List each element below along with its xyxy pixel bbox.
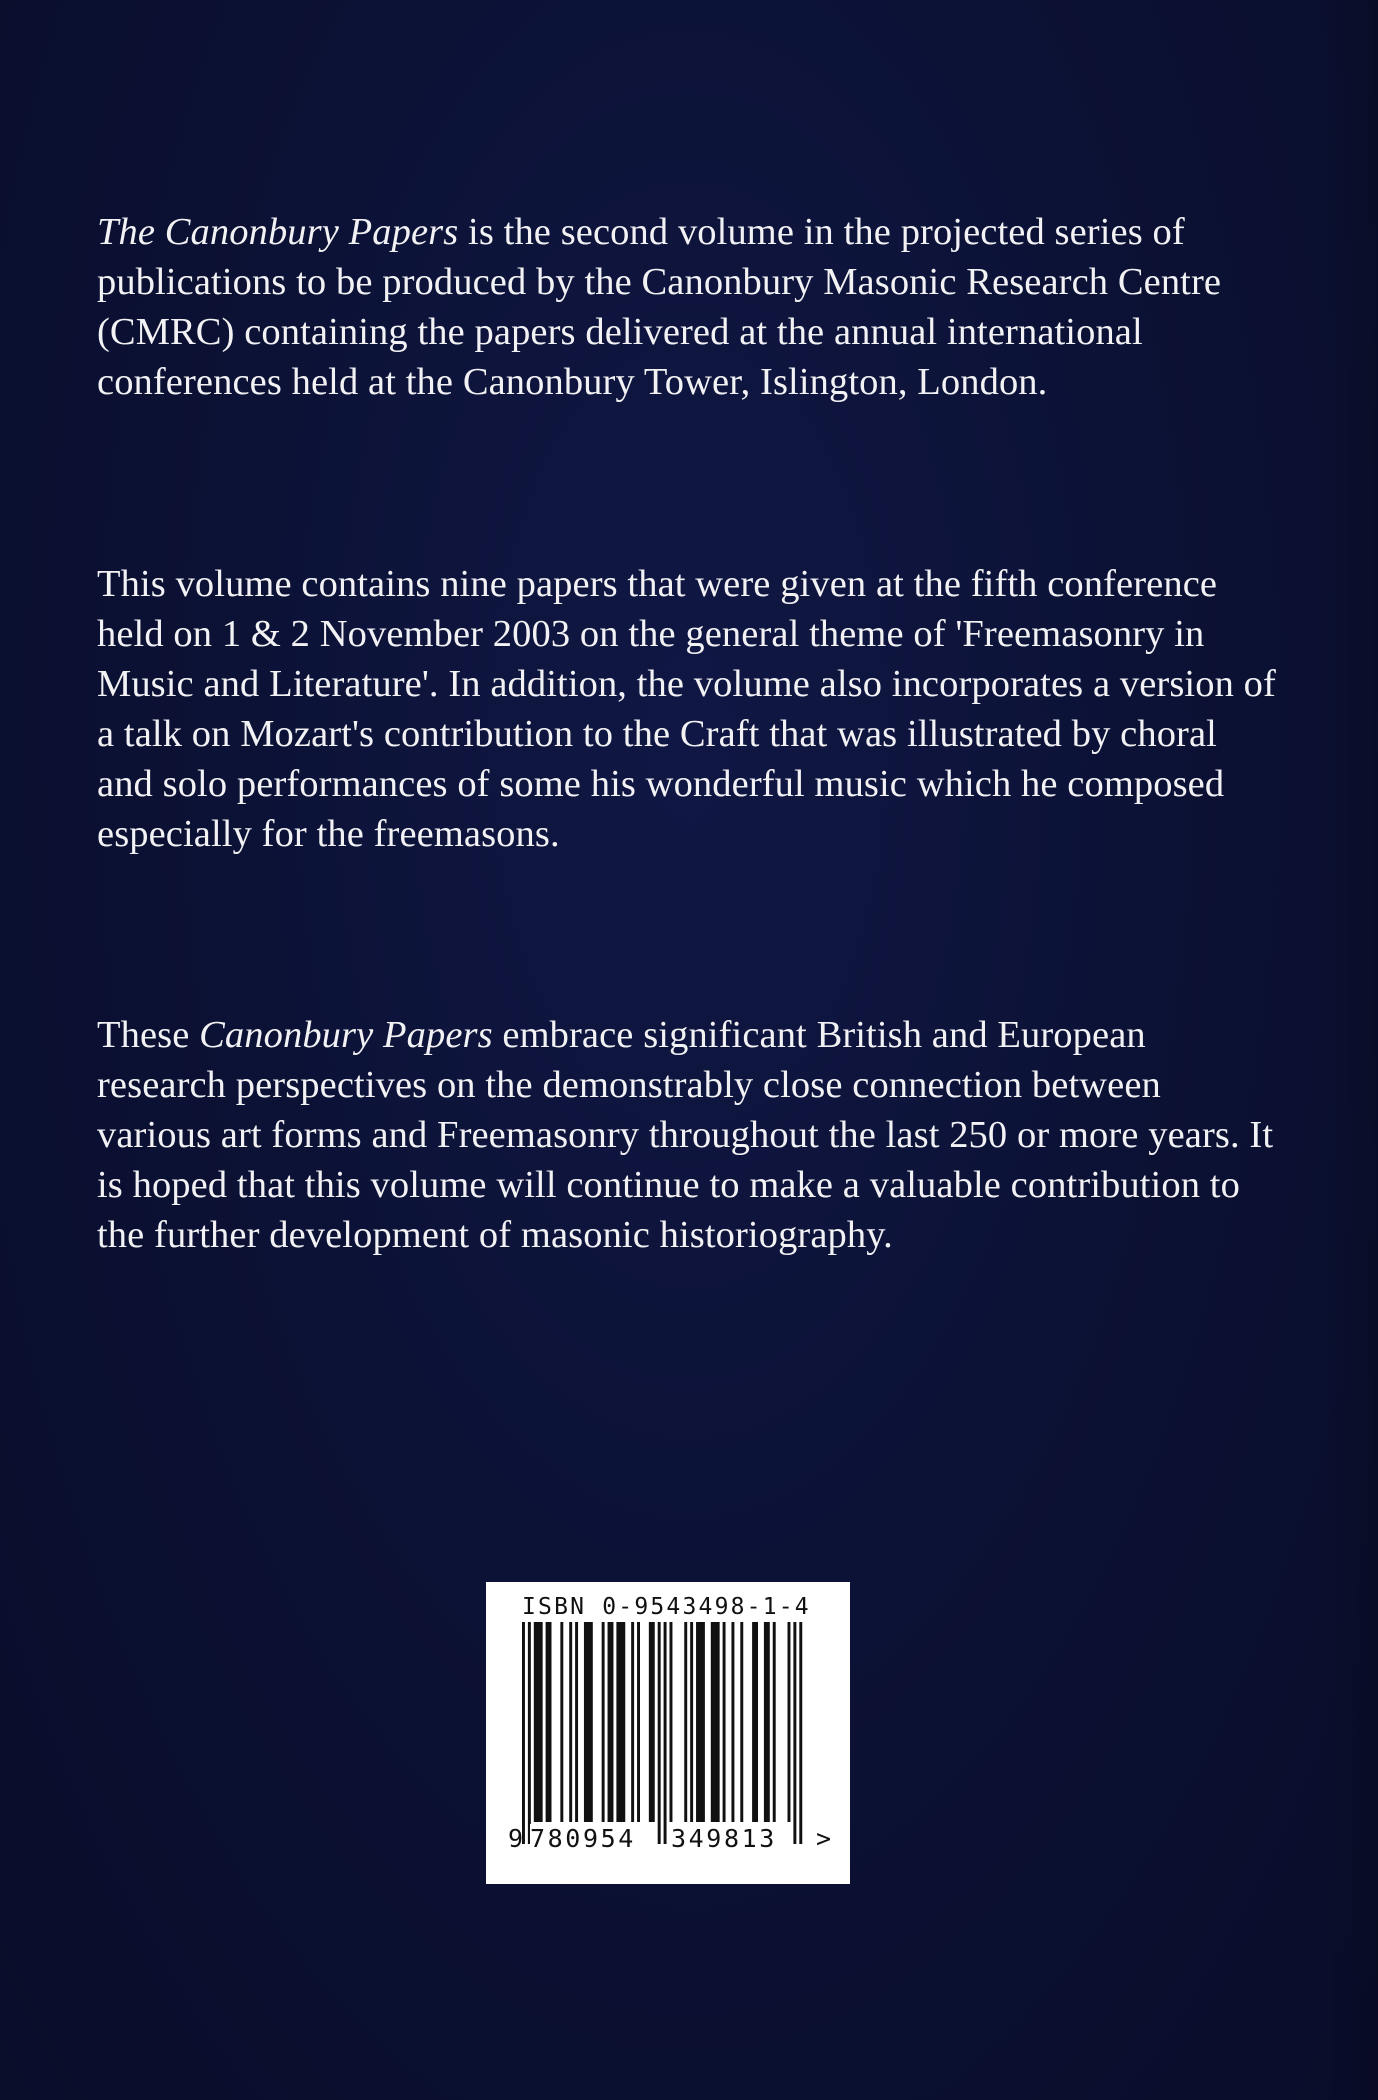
barcode-bar xyxy=(764,1622,770,1822)
barcode-bar xyxy=(631,1622,634,1822)
barcode-bar xyxy=(616,1622,625,1822)
book-title-italic-2: Canonbury Papers xyxy=(199,1014,493,1056)
barcode-bar xyxy=(740,1622,743,1822)
blurb-paragraph-2 xyxy=(97,559,1277,859)
barcode-bar xyxy=(690,1622,693,1822)
ean-quiet-zone-marker: > xyxy=(816,1824,832,1853)
barcode-guard-bar xyxy=(793,1622,796,1844)
barcode-bar xyxy=(731,1622,734,1822)
barcode-bar xyxy=(773,1622,776,1822)
barcode-guard-bar xyxy=(664,1622,667,1844)
barcode-bar xyxy=(575,1622,578,1822)
book-title-italic: The Canonbury Papers xyxy=(97,211,459,253)
paragraph-3-text-before: These xyxy=(97,1014,200,1056)
barcode-bar xyxy=(788,1622,791,1822)
barcode-bar xyxy=(584,1622,593,1822)
ean-first-digit: 9 xyxy=(508,1824,524,1853)
paragraph-2-text: This volume contains nine papers that were given at the fifth conference held on 1 & 2 November 2003 on the general theme of 'Freemasonry in Music and Literature'. In addition, the volume also incorporates a version of a talk on Mozart's contribution to the Craft that was illustrated by choral and solo performances of some his wonderful music which he composed especially for the freemasons. xyxy=(97,563,1276,855)
isbn-label: ISBN 0-9543498-1-4 xyxy=(522,1594,811,1620)
paragraph-1-text: is the second volume in the projected series of publications to be produced by the Canonbury Masonic Research Centre (CMRC) containing the papers delivered at the annual international conferences held at the Canonbury Tower, Islington, London. xyxy=(97,211,1222,403)
barcode-bar xyxy=(569,1622,572,1822)
barcode-guard-bar xyxy=(658,1622,661,1844)
barcode-bar xyxy=(752,1622,758,1822)
barcode-bar xyxy=(637,1622,640,1822)
barcode-bar xyxy=(696,1622,705,1822)
barcode-bar xyxy=(608,1622,614,1822)
blurb-paragraph-1 xyxy=(97,207,1277,407)
barcode-bar xyxy=(649,1622,655,1822)
barcode-bar xyxy=(670,1622,673,1822)
blurb-paragraph-3 xyxy=(97,1010,1277,1260)
barcode-bar xyxy=(560,1622,563,1822)
isbn-barcode xyxy=(486,1582,850,1884)
barcode-bar xyxy=(711,1622,720,1822)
barcode-bars xyxy=(486,1622,850,1854)
barcode-guard-bar xyxy=(799,1622,802,1844)
barcode-guard-bar xyxy=(528,1622,531,1844)
barcode-bar xyxy=(684,1622,687,1822)
ean-right-group: 349813 xyxy=(671,1824,777,1853)
barcode-guard-bar xyxy=(522,1622,525,1844)
barcode-bar xyxy=(602,1622,605,1822)
ean-left-group: 780954 xyxy=(530,1824,636,1853)
barcode-bar xyxy=(534,1622,543,1822)
paragraph-3-text-after: embrace significant British and European research perspectives on the demonstrably close connection between various art forms and Freemasonry throughout the last 250 or more years. It is hoped that this volume will continue to make a valuable contribution to the further development of masonic historiography. xyxy=(97,1014,1274,1256)
barcode-bar xyxy=(723,1622,726,1822)
barcode-bar xyxy=(546,1622,552,1822)
